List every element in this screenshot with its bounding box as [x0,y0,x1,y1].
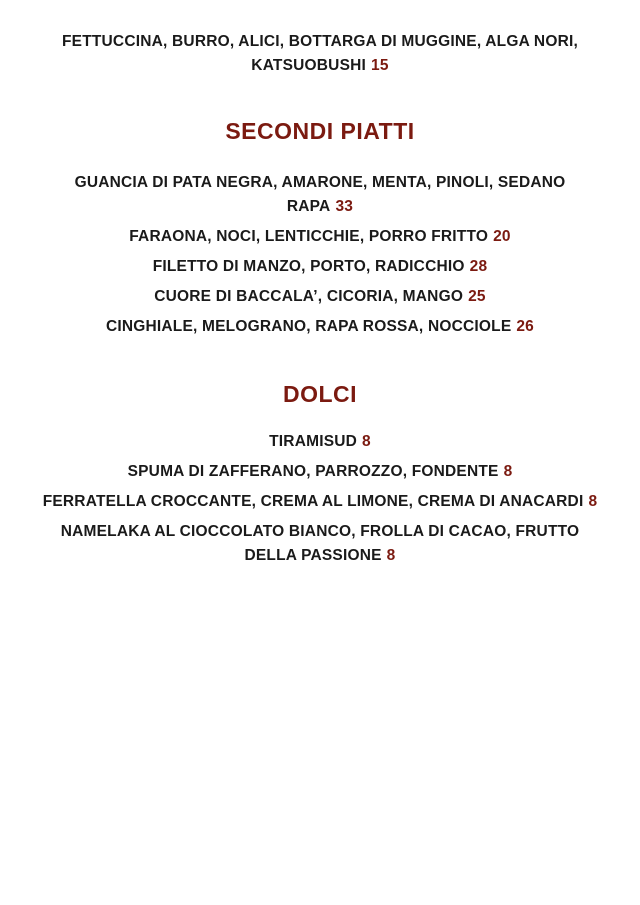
section-title-accent: PIATTI [340,118,415,145]
menu-item [40,225,600,249]
menu-item [40,520,600,568]
menu-item [40,315,600,339]
menu-item-name: FARAONA, NOCI, LENTICCHIE, PORRO FRITTO [129,228,489,246]
menu-item [40,171,600,219]
menu-item-name: SPUMA DI ZAFFERANO, PARROZZO, FONDENTE [127,463,499,481]
menu-item-name: FERRATELLA CROCCANTE, CREMA AL LIMONE, CREMA DI ANACARDI [42,493,584,511]
menu-item-price: 8 [503,463,513,481]
menu-item-price: 8 [588,493,598,511]
menu-section-dolci [40,381,600,568]
menu-item-price: 20 [493,228,511,246]
section-title-main: DOLCI [282,381,358,408]
menu-item-price: 33 [335,198,354,216]
menu-item [40,430,600,454]
menu-item [40,255,600,279]
page-bottom-whitespace [40,574,600,834]
menu-item [40,285,600,309]
menu-item-name: GUANCIA DI PATA NEGRA, AMARONE, MENTA, PINOLI, SEDANO RAPA [74,174,566,216]
menu-item-name: FILETTO DI MANZO, PORTO, RADICCHIO [152,258,465,276]
menu-item-price: 15 [371,57,389,75]
menu-item-price: 8 [362,433,371,451]
menu-item [40,460,600,484]
section-title-secondi-piatti [40,118,600,145]
section-title-dolci [40,381,600,408]
menu-item-price: 26 [516,318,535,336]
menu-item-name: CUORE DI BACCALA’, CICORIA, MANGO [154,288,464,306]
menu-item-price: 8 [386,547,396,565]
menu-item-price: 28 [469,258,488,276]
menu-item [40,490,600,514]
menu-item-name: CINGHIALE, MELOGRANO, RAPA ROSSA, NOCCIOLE [105,318,512,336]
menu-item-price: 25 [468,288,486,306]
menu-item-name: FETTUCCINA, BURRO, ALICI, BOTTARGA DI MUGGINE, ALGA NORI, KATSUOBUSHI [62,33,578,75]
section-title-main: SECONDI [225,118,334,145]
menu-section-secondi-piatti [40,118,600,339]
menu-item-name: NAMELAKA AL CIOCCOLATO BIANCO, FROLLA DI CACAO, FRUTTO DELLA PASSIONE [60,523,580,565]
menu-item-continued [40,30,600,78]
menu-item-name: TIRAMISUD [269,433,358,451]
